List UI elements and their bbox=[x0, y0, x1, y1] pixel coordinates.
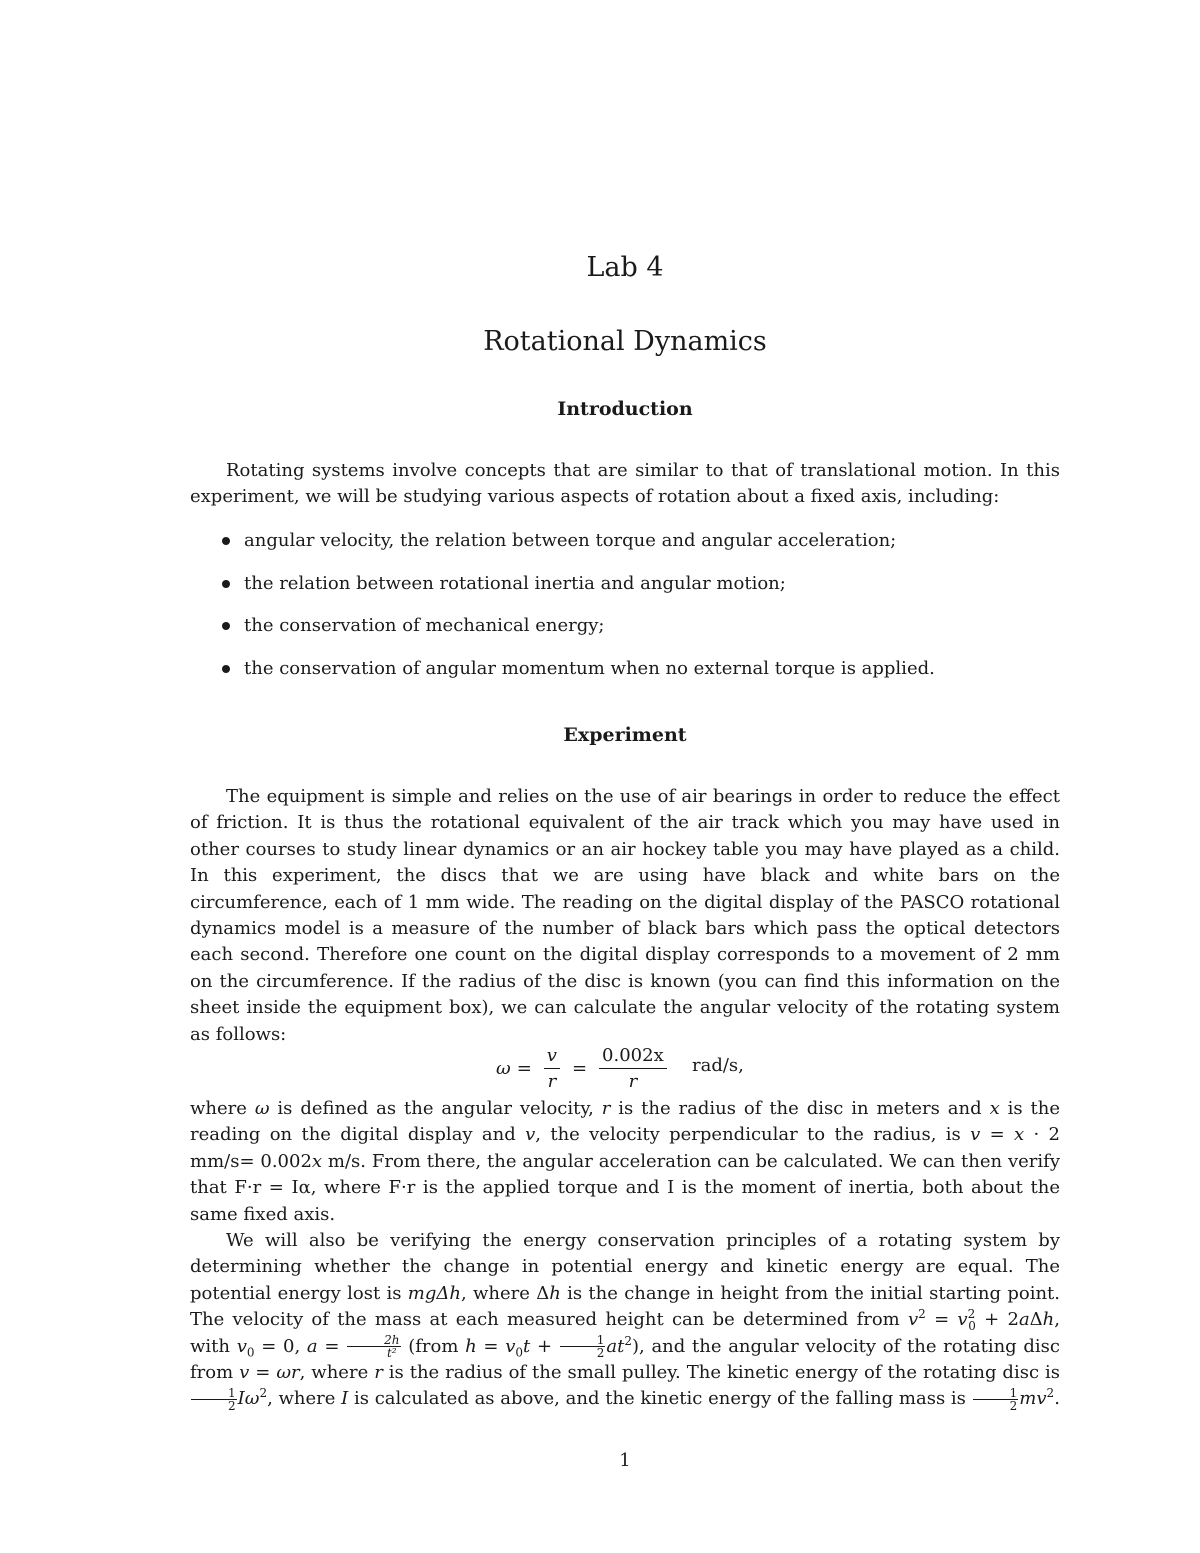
text-run: is calculated as above, and the kinetic energy of the falling mass is bbox=[348, 1388, 972, 1410]
experiment-paragraph-3: We will also be verifying the energy conservation principles of a rotating system by determining whether the change in potential energy and kinetic energy are equal. The potential energy lost is mgΔh, where Δh is the change in height from the initial starting point. The velocity of the mass at each measured height can be determined from $v^2 = v^2_0 + 2a\Delta h$, with $v_0 = 0$, a = $\frac{2h}{\text{t²}}$ (from $h = v_0t$ + $\frac{1}{2}$ $at^2$), and the angular velocity of the rotating disc from v = ωr, where r is the radius of the small pulley. The kinetic energy of the rotating disc is $\frac{1}{2}$ $I\omega^2$, where I is calculated as above, and the kinetic energy of the falling mass is $\frac{1}{2}$ $mv^2$. bbox=[190, 1230, 1060, 1413]
math-symbol: a bbox=[306, 1335, 318, 1357]
lab-number: Lab 4 bbox=[586, 252, 664, 283]
text-run: = bbox=[980, 1124, 1015, 1146]
bullet-icon bbox=[222, 580, 230, 588]
bullet-text: the conservation of angular momentum when no external torque is applied. bbox=[244, 657, 935, 679]
text-run: is the radius of the disc in meters and bbox=[610, 1098, 990, 1119]
math-symbol: ω bbox=[254, 1098, 270, 1119]
text-run: is the radius of the small pulley. The kinetic energy of the rotating disc is bbox=[382, 1362, 1060, 1384]
text-run: . bbox=[1054, 1388, 1060, 1410]
math-symbol: I bbox=[341, 1388, 349, 1410]
math-symbol: Iω bbox=[237, 1388, 260, 1410]
equation-lhs: ω bbox=[496, 1057, 511, 1079]
angular-velocity-equation bbox=[190, 1038, 1060, 1098]
fraction-numerator: 1 bbox=[560, 1334, 606, 1347]
text-run: (from bbox=[401, 1335, 466, 1357]
text-run: = bbox=[925, 1309, 958, 1331]
math-symbol: t bbox=[523, 1335, 531, 1357]
math-symbol: x bbox=[1014, 1124, 1025, 1146]
math-symbol: r bbox=[601, 1098, 611, 1119]
experiment-paragraph-2 bbox=[190, 1096, 1060, 1228]
fraction-2h-over-t2 bbox=[347, 1334, 400, 1359]
text-run: , where bbox=[267, 1388, 342, 1410]
bullet-text: the relation between rotational inertia and angular motion; bbox=[244, 572, 786, 594]
list-item bbox=[220, 613, 1060, 656]
text-run: = bbox=[476, 1335, 506, 1357]
text-run: , the velocity perpendicular to the radius, is bbox=[535, 1124, 971, 1146]
math-symbol: at bbox=[606, 1335, 625, 1357]
fraction-v-over-r bbox=[544, 1045, 560, 1092]
fraction-denominator: r bbox=[628, 1070, 638, 1092]
math-symbol: v bbox=[908, 1309, 919, 1331]
bullet-text: angular velocity, the relation between torque and angular acceleration; bbox=[244, 530, 897, 551]
fraction-numerator: 1 bbox=[191, 1387, 237, 1400]
fraction-denominator: t² bbox=[386, 1346, 397, 1361]
text-run: = bbox=[317, 1335, 347, 1357]
math-symbol: v bbox=[505, 1335, 516, 1357]
text-run: is the reading on the digital display and bbox=[190, 1098, 1061, 1146]
math-symbol: v bbox=[525, 1124, 536, 1146]
text-run: + bbox=[530, 1335, 559, 1357]
text-run: ), and the angular velocity of the rotating disc from bbox=[190, 1335, 1060, 1384]
experiment-paragraph-1: The equipment is simple and relies on the use of air bearings in order to reduce the effect of friction. It is thus the rotational equivalent of the air track which you may have used in other courses to study linear dynamics or an air hockey table you may have played as a child. In this experiment, the discs that we are using have black and white bars on the circumference, each of 1 mm wide. The reading on the digital display of the PASCO rotational dynamics model is a measure of the number of black bars which pass the optical detectors each second. Therefore one count on the digital display corresponds to a movement of 2 mm on the circumference. If the radius of the disc is known (you can find this information on the sheet inside the equipment box), we can calculate the angular velocity of the rotating system as follows: bbox=[190, 786, 1060, 1045]
equation-expression bbox=[496, 1038, 673, 1098]
list-item bbox=[220, 528, 1060, 571]
fraction-0002x-over-r bbox=[599, 1045, 667, 1092]
fraction-one-half bbox=[191, 1387, 237, 1412]
math-symbol: x bbox=[989, 1098, 1000, 1119]
math-symbol: h bbox=[549, 1282, 561, 1304]
fraction-denominator: 2 bbox=[596, 1346, 605, 1361]
text-run: + 2 bbox=[975, 1309, 1019, 1331]
bullet-icon bbox=[222, 537, 230, 545]
text-run: m/s. From there, the angular acceleration can be calculated. We can then verify that F·r = Iα, where F·r is the applied torque and I is the moment of inertia, both about the same fixed axis. bbox=[190, 1150, 1060, 1225]
math-symbol: v bbox=[239, 1362, 250, 1384]
bullet-icon bbox=[222, 665, 230, 673]
bullet-icon bbox=[222, 622, 230, 630]
math-symbol: v bbox=[236, 1335, 247, 1357]
text-run: We will also be verifying the energy conservation principles of a rotating system by determining whether the change in potential energy and kinetic energy are equal. The potential energy lost is bbox=[190, 1230, 1060, 1304]
introduction-heading: Introduction bbox=[557, 398, 693, 420]
text-run: Δ bbox=[1029, 1309, 1043, 1331]
fraction-denominator: 2 bbox=[228, 1398, 236, 1413]
fraction-one-half bbox=[973, 1387, 1019, 1412]
text-run: = bbox=[249, 1362, 277, 1384]
fraction-numerator: 1 bbox=[973, 1387, 1019, 1400]
math-symbol: v bbox=[970, 1124, 981, 1146]
fraction-numerator: 0.002x bbox=[599, 1045, 667, 1069]
text-run: is defined as the angular velocity, bbox=[269, 1098, 602, 1119]
fraction-denominator: r bbox=[547, 1070, 557, 1092]
fraction-numerator: v bbox=[544, 1045, 560, 1069]
page-title: Rotational Dynamics bbox=[483, 326, 767, 357]
experiment-heading: Experiment bbox=[563, 724, 687, 746]
introduction-bullet-list bbox=[220, 528, 1060, 698]
bullet-text: the conservation of mechanical energy; bbox=[244, 615, 605, 636]
text-run: where bbox=[190, 1098, 255, 1119]
list-item bbox=[220, 656, 1060, 699]
math-symbol: mv bbox=[1019, 1388, 1047, 1410]
math-symbol: ωr bbox=[276, 1362, 300, 1384]
math-symbol: x bbox=[311, 1150, 323, 1172]
equals-sign: = bbox=[571, 1057, 588, 1079]
math-symbol: mgΔh bbox=[407, 1282, 461, 1304]
list-item bbox=[220, 571, 1060, 614]
text-run: · 2 mm/s= 0.002 bbox=[190, 1124, 1061, 1172]
equation-unit: rad/s, bbox=[692, 1055, 744, 1076]
math-symbol: r bbox=[374, 1362, 383, 1384]
introduction-paragraph: Rotating systems involve concepts that are similar to that of translational motion. In this experiment, we will be studying various aspects of rotation about a fixed axis, including: bbox=[190, 460, 1060, 508]
math-symbol: a bbox=[1018, 1309, 1030, 1331]
text-run: is the change in height from the initial starting point. The velocity of the mass at each measured height can be determined from bbox=[190, 1282, 1060, 1331]
fraction-denominator: 2 bbox=[1009, 1398, 1018, 1413]
text-run: , where bbox=[299, 1362, 375, 1384]
math-symbol: v bbox=[957, 1309, 968, 1331]
fraction-one-half bbox=[560, 1334, 606, 1359]
text-run: , with bbox=[190, 1309, 1060, 1357]
fraction-numerator: 2h bbox=[347, 1334, 400, 1347]
page-number: 1 bbox=[619, 1450, 631, 1471]
math-symbol: h bbox=[465, 1335, 477, 1357]
text-run: = 0, bbox=[254, 1335, 307, 1357]
text-run: , where Δ bbox=[460, 1282, 550, 1304]
math-symbol: h bbox=[1042, 1309, 1055, 1331]
equals-sign: = bbox=[516, 1057, 532, 1079]
